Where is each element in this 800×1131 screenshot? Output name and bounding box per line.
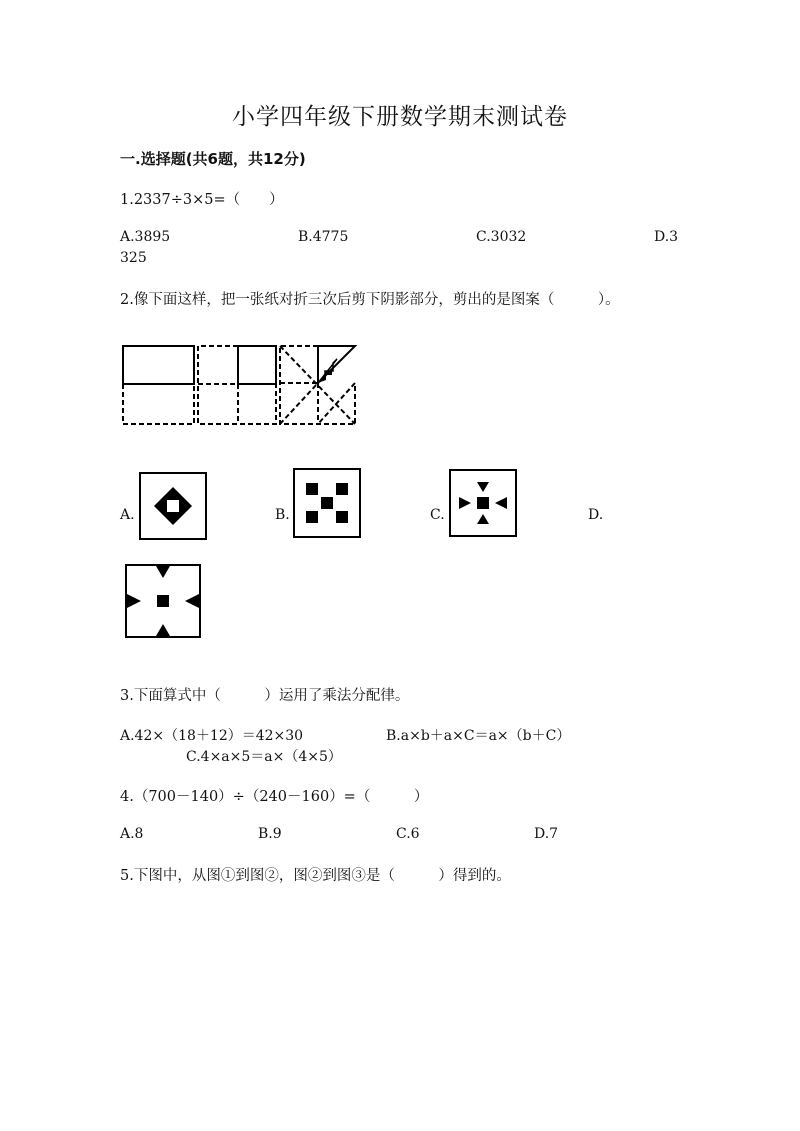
question-1-option-d[interactable]: D.3 bbox=[654, 229, 679, 245]
question-4-option-d[interactable]: D.7 bbox=[534, 826, 559, 842]
question-4-option-b[interactable]: B.9 bbox=[258, 826, 282, 842]
page-title: 小学四年级下册数学期末测试卷 bbox=[232, 104, 568, 130]
question-4-option-a[interactable]: A.8 bbox=[120, 826, 144, 842]
question-3-option-a[interactable]: A.42×（18＋12）＝42×30 bbox=[120, 728, 304, 744]
checker-squares-icon bbox=[295, 470, 359, 536]
question-2-stem: 2.像下面这样，把一张纸对折三次后剪下阴影部分，剪出的是图案（ ）。 bbox=[120, 292, 620, 308]
question-3-option-b[interactable]: B.a×b＋a×C＝a×（b＋C） bbox=[386, 728, 571, 744]
question-5-stem: 5.下图中，从图①到图②，图②到图③是（ ）得到的。 bbox=[120, 868, 511, 884]
question-4-option-c[interactable]: C.6 bbox=[396, 826, 420, 842]
diamond-hole-icon bbox=[141, 474, 205, 538]
paper-folding-diagram bbox=[120, 344, 360, 426]
edge-triangles-icon bbox=[127, 566, 199, 636]
question-2-option-c[interactable]: C. bbox=[430, 507, 445, 523]
option-b-pattern bbox=[293, 468, 361, 538]
inward-triangles-icon bbox=[451, 471, 515, 535]
question-1-option-c[interactable]: C.3032 bbox=[476, 229, 527, 245]
question-2-option-b[interactable]: B. bbox=[275, 507, 290, 523]
question-3-stem: 3.下面算式中（ ）运用了乘法分配律。 bbox=[120, 688, 410, 704]
question-1-option-d-wrap: 325 bbox=[120, 250, 147, 266]
section-heading: 一.选择题(共6题，共12分) bbox=[120, 150, 306, 168]
option-d-pattern bbox=[125, 564, 201, 638]
question-2-option-a[interactable]: A. bbox=[120, 507, 135, 523]
question-3-option-c[interactable]: C.4×a×5＝a×（4×5） bbox=[186, 749, 342, 765]
question-1-option-a[interactable]: A.3895 bbox=[120, 229, 171, 245]
question-1-stem: 1.2337÷3×5=（ ） bbox=[120, 192, 284, 208]
question-1-option-b[interactable]: B.4775 bbox=[298, 229, 349, 245]
question-4-stem: 4.（700－140）÷（240－160）=（ ） bbox=[120, 789, 429, 805]
option-a-pattern bbox=[139, 472, 207, 540]
question-2-option-d[interactable]: D. bbox=[588, 507, 604, 523]
option-c-pattern bbox=[449, 469, 517, 537]
